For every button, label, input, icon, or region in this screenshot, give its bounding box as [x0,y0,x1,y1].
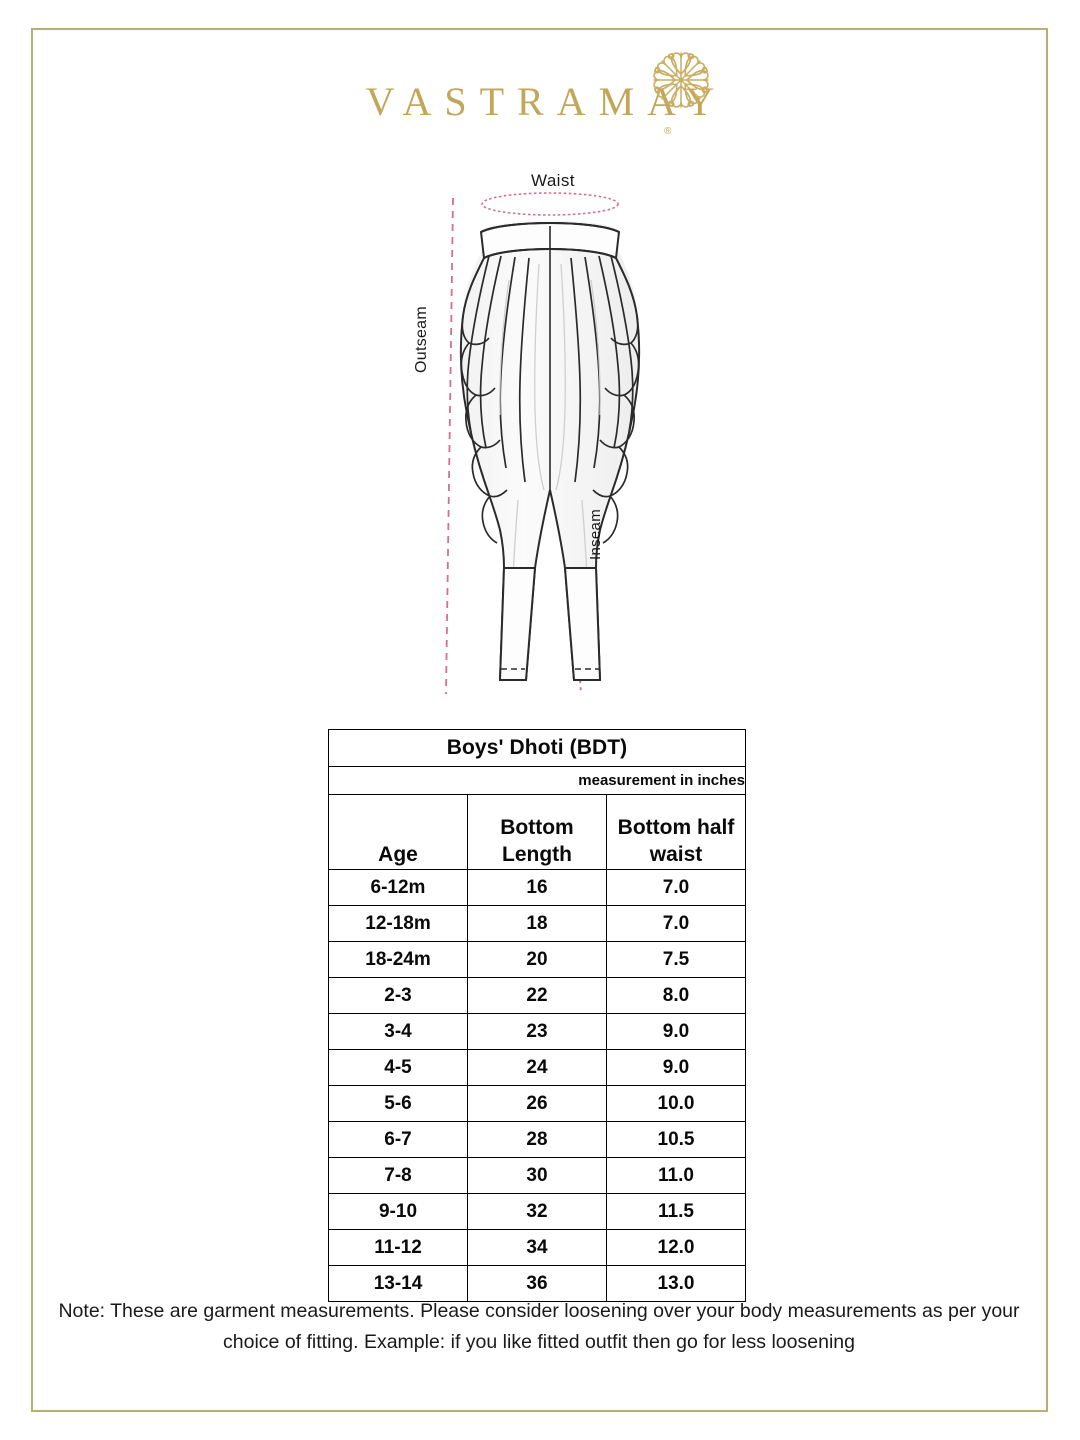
table-row [329,1194,746,1230]
cell-bottom-half-waist: 10.5 [607,1122,746,1158]
outseam-label: Outseam [413,305,430,373]
column-header-bottom-length-line2: Length [502,843,572,867]
right-ankle-cuff [565,568,600,680]
dhoti-pants-illustration [405,160,695,720]
outseam-guide-line [446,198,453,694]
cell-bottom-length: 20 [468,942,607,978]
table-row [329,978,746,1014]
cell-bottom-half-waist: 11.0 [607,1158,746,1194]
table-header-row [329,795,746,870]
table-row [329,1122,746,1158]
table-unit-row [329,767,746,795]
table-row [329,906,746,942]
table-row [329,1014,746,1050]
cell-age: 6-12m [329,870,468,906]
table-row [329,1158,746,1194]
column-header-bottom-half-waist-line1: Bottom half [617,816,735,840]
waist-label: Waist [531,171,575,190]
cell-bottom-length: 18 [468,906,607,942]
column-header-bottom-length-line1: Bottom [500,816,574,840]
cell-bottom-half-waist: 10.0 [607,1086,746,1122]
brand-header [0,20,1080,140]
cell-bottom-half-waist: 13.0 [607,1266,746,1302]
table-title-row [329,730,746,767]
column-header-age: Age [329,795,468,870]
cell-age: 3-4 [329,1014,468,1050]
cell-age: 9-10 [329,1194,468,1230]
size-chart-table [328,729,746,1302]
cell-age: 7-8 [329,1158,468,1194]
cell-bottom-half-waist: 11.5 [607,1194,746,1230]
cell-bottom-length: 22 [468,978,607,1014]
cell-bottom-half-waist: 12.0 [607,1230,746,1266]
measurement-note: Note: These are garment measurements. Please consider loosening over your body measurements as per your choice of fitting. Example: if you like fitted outfit then go for less loosening [58,1300,1020,1353]
cell-age: 11-12 [329,1230,468,1266]
cell-age: 5-6 [329,1086,468,1122]
cell-bottom-half-waist: 9.0 [607,1050,746,1086]
cell-bottom-length: 34 [468,1230,607,1266]
cell-age: 2-3 [329,978,468,1014]
table-row [329,1086,746,1122]
cell-age: 4-5 [329,1050,468,1086]
cell-bottom-length: 28 [468,1122,607,1158]
cell-bottom-half-waist: 7.5 [607,942,746,978]
cell-bottom-length: 16 [468,870,607,906]
table-row [329,942,746,978]
cell-bottom-half-waist: 9.0 [607,1014,746,1050]
brand-wordmark: VASTRAMAY [365,79,728,124]
cell-bottom-length: 36 [468,1266,607,1302]
cell-bottom-length: 26 [468,1086,607,1122]
registered-trademark-icon: ® [664,126,672,137]
inseam-label: Inseam [587,509,604,560]
cell-bottom-length: 23 [468,1014,607,1050]
cell-age: 12-18m [329,906,468,942]
cell-bottom-length: 30 [468,1158,607,1194]
cell-bottom-half-waist: 7.0 [607,906,746,942]
column-header-bottom-length [468,795,607,870]
waist-guide-ellipse [482,193,618,215]
column-header-bottom-half-waist [607,795,746,870]
table-row [329,1230,746,1266]
floral-star-ornament-icon [648,47,714,113]
cell-bottom-length: 32 [468,1194,607,1230]
cell-bottom-half-waist: 7.0 [607,870,746,906]
table-row [329,870,746,906]
measurement-unit-note: measurement in inches [329,767,746,795]
left-ankle-cuff [500,568,535,680]
table-title: Boys' Dhoti (BDT) [329,730,746,767]
column-header-bottom-half-waist-line2: waist [649,843,703,867]
cell-bottom-half-waist: 8.0 [607,978,746,1014]
cell-bottom-length: 24 [468,1050,607,1086]
cell-age: 13-14 [329,1266,468,1302]
table-row [329,1050,746,1086]
cell-age: 18-24m [329,942,468,978]
cell-age: 6-7 [329,1122,468,1158]
